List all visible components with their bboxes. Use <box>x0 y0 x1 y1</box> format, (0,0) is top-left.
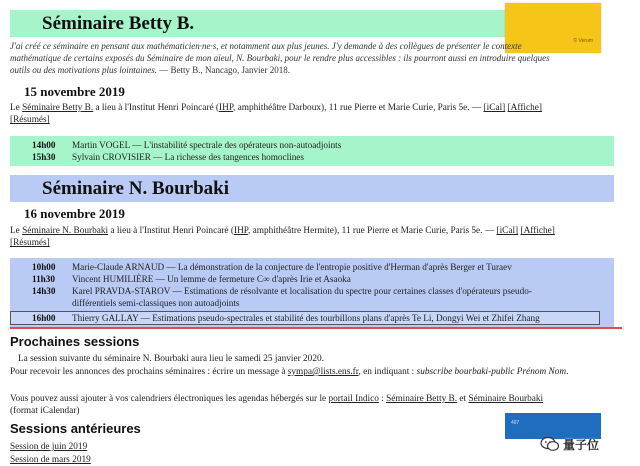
subscribe-command: subscribe bourbaki-public Prénom Nom <box>416 367 567 377</box>
talk-time: 10h00 <box>32 262 56 272</box>
talk-time: 16h00 <box>32 313 56 323</box>
betty-location <box>10 102 610 126</box>
betty-talk-list <box>10 136 614 166</box>
talk-time: 11h30 <box>32 274 55 284</box>
next-session-text: La session suivante du séminaire N. Bourbaki aura lieu le samedi 25 janvier 2020. <box>18 354 324 364</box>
talk-title: Marie-Claude ARNAUD — La démonstration de la conjecture de l'entropie positive d'Herman d'après Berger et Turaev <box>72 262 512 272</box>
calendar-format: (format iCalendar) <box>10 406 80 416</box>
bourbaki-location <box>10 225 610 249</box>
poster-number: 497 <box>511 420 520 426</box>
talk-title: Vincent HUMILIÈRE — Un lemme de fermeture C∞ d'après Irie et Asaoka <box>72 274 351 284</box>
red-underline-annotation <box>10 327 622 329</box>
portail-indico-link[interactable]: portail Indico <box>328 394 379 404</box>
betty-seminar-banner <box>10 10 542 37</box>
wechat-logo-icon <box>540 436 560 452</box>
talk-row[interactable] <box>10 151 614 163</box>
bourbaki-seminar-banner <box>10 175 614 202</box>
session-link[interactable]: Session de juin 2019 <box>10 442 88 452</box>
affiche-link[interactable]: [Affiche] <box>520 226 555 236</box>
talk-title: Karel PRAVDA-STAROV — Estimations de résolvante et localisation du spectre pour certaines classes d'opérateurs pseudo- <box>72 286 532 296</box>
talk-row[interactable] <box>10 285 614 297</box>
talk-time: 15h30 <box>32 152 56 162</box>
watermark-text: 量子位 <box>563 437 600 452</box>
email-link[interactable]: sympa@lists.ens.fr <box>287 367 359 377</box>
ical-link[interactable]: [iCal] <box>496 226 519 236</box>
talk-time: 14h30 <box>32 286 56 296</box>
watermark <box>540 434 638 454</box>
location-prefix: Le <box>10 103 23 113</box>
calendar-betty-link[interactable]: Séminaire Betty B. <box>386 394 458 404</box>
intro-text: J'ai créé ce séminaire en pensant aux mathématicien·ne·s, et notamment aux plus jeunes. J'y demande à des collègues de présenter le contexte mathématique de certains exposés du Séminaire de mon aïeul, N. Bourbaki, pour le rendre plus accessibles : ils pourront aussi en introduire quelques outils ou des motivations plus lointaines. <box>10 41 550 75</box>
location-rest: , amphithéâtre Hermite), 11 rue Pierre et Marie Curie, Paris 5e. — <box>247 226 497 236</box>
betty-intro <box>10 40 550 76</box>
talk-row[interactable] <box>10 139 614 151</box>
subscribe-mid: , en indiquant : <box>358 367 417 377</box>
poster-credit: © Verum <box>573 38 593 44</box>
ihp-link[interactable]: IHP <box>233 226 248 236</box>
talk-title-continuation: différentiels semi-classiques non autoadjoints <box>72 298 240 308</box>
anterieures-heading: Sessions antérieures <box>10 421 141 436</box>
talk-row[interactable] <box>10 273 614 285</box>
calendar-prefix: Vous pouvez aussi ajouter à vos calendriers électroniques les agendas hébergés sur le <box>10 394 329 404</box>
bourbaki-date: 16 novembre 2019 <box>24 206 125 221</box>
intro-signature: — Betty B., Nancago, Janvier 2018. <box>159 65 290 75</box>
session-link[interactable]: Session de mars 2019 <box>10 455 91 465</box>
resumes-link[interactable]: [Résumés] <box>10 115 50 125</box>
betty-date: 15 novembre 2019 <box>24 84 125 99</box>
bourbaki-seminar-title: Séminaire N. Bourbaki <box>42 178 230 199</box>
betty-seminar-title: Séminaire Betty B. <box>42 13 195 34</box>
subscribe-prefix: Pour recevoir les annonces des prochains séminaires : écrire un message à <box>10 367 288 377</box>
location-middle: a lieu à l'Institut Henri Poincaré ( <box>93 103 220 113</box>
talk-row[interactable] <box>10 261 614 273</box>
location-prefix: Le <box>10 226 23 236</box>
bourbaki-seminar-link[interactable]: Séminaire N. Bourbaki <box>22 226 109 236</box>
highlighted-talk-row[interactable] <box>10 311 600 325</box>
affiche-link[interactable]: [Affiche] <box>507 103 542 113</box>
calendar-bourbaki-link[interactable]: Séminaire Bourbaki <box>468 394 544 404</box>
subscribe-end: . <box>566 367 569 377</box>
talk-title: Thierry GALLAY — Estimations pseudo-spectrales et stabilité des tourbillons plans d'après Te Li, Dongyi Wei et Zhifei Zhang <box>72 313 540 323</box>
talk-title: Martin VOGEL — L'instabilité spectrale des opérateurs non-autoadjoints <box>72 140 342 150</box>
ihp-link[interactable]: IHP <box>219 103 233 113</box>
prochaines-heading: Prochaines sessions <box>10 334 140 349</box>
talk-time: 14h00 <box>32 140 56 150</box>
subscribe-text <box>10 366 600 378</box>
resumes-link[interactable]: [Résumés] <box>10 238 50 248</box>
talk-title: Sylvain CROVISIER — La richesse des tangences homoclines <box>72 152 304 162</box>
location-middle: a lieu à l'Institut Henri Poincaré ( <box>108 226 234 236</box>
location-rest: , amphithéâtre Darboux), 11 rue Pierre et Marie Curie, Paris 5e. — <box>232 103 484 113</box>
betty-seminar-link[interactable]: Séminaire Betty B. <box>22 103 94 113</box>
ical-link[interactable]: [iCal] <box>483 103 506 113</box>
calendar-and: et <box>457 394 469 404</box>
calendar-sep: : <box>378 394 387 404</box>
